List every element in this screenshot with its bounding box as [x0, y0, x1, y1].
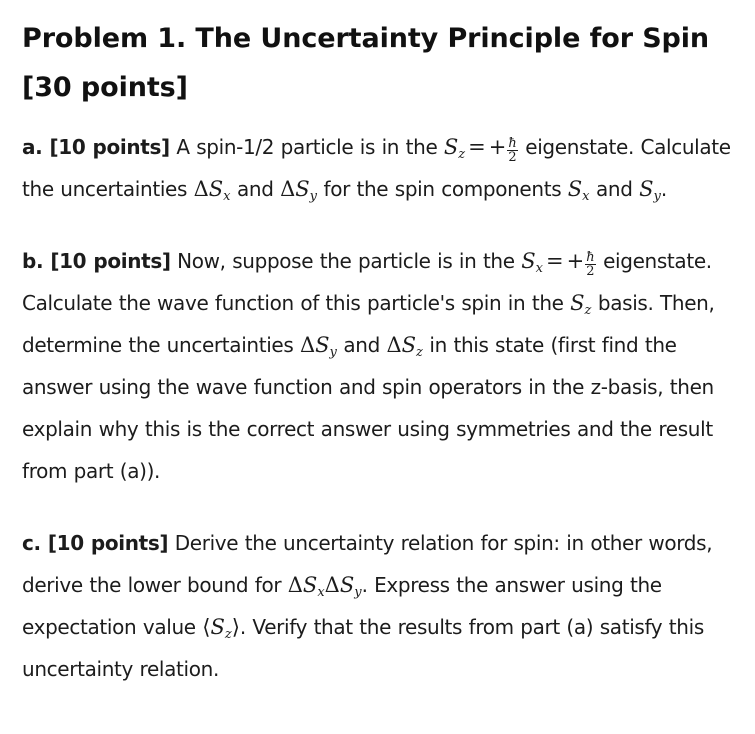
- part-c-label: c. [10 points]: [22, 531, 169, 555]
- part-b-text-5: in this state (first find the answer using the wave function and spin operators in the z-basis, then explain why this is the correct answer using symmetries and the result from part (a)).: [22, 333, 714, 483]
- part-b-text-3: basis. Then, determine the uncertainties: [22, 291, 715, 357]
- part-a-text-5: and: [589, 177, 640, 201]
- part-a: [22, 126, 745, 210]
- part-b-label: b. [10 points]: [22, 249, 171, 273]
- part-b: [22, 240, 745, 492]
- part-a-text-6: .: [660, 177, 667, 201]
- math-sx: $S_x$: [567, 177, 590, 204]
- part-a-label: a. [10 points]: [22, 135, 170, 159]
- math-delta-sy-b: $\Delta S_y$: [299, 333, 337, 360]
- part-a-text-3: and: [230, 177, 281, 201]
- math-sz: $S_z$: [570, 291, 592, 318]
- part-b-text-1: Now, suppose the particle is in the: [170, 249, 522, 273]
- math-expectation-sz: $⟨S_z⟩$: [202, 615, 240, 642]
- problem-title: Problem 1. The Uncertainty Principle for Spin [30 points]: [22, 23, 710, 103]
- part-b-text-4: and: [336, 333, 387, 357]
- part-b-text-2: eigenstate. Calculate the wave function of this particle's spin in the: [22, 249, 712, 315]
- math-sx-eigenvalue: $S_x$ = + $\frac{ħ}{2}$: [521, 249, 595, 279]
- math-delta-sy: $\Delta S_y$: [280, 177, 317, 204]
- part-c-text-1: Derive the uncertainty relation for spin: in other words, derive the lower bound for: [22, 531, 713, 597]
- part-a-text-1: A spin-1/2 particle is in the: [169, 135, 444, 159]
- part-c-text-3: . Verify that the results from part (a) satisfy this uncertainty relation.: [22, 615, 704, 681]
- math-delta-sx: $\Delta S_x$: [193, 177, 231, 204]
- math-delta-sz: $\Delta S_z$: [386, 333, 423, 360]
- part-a-text-4: for the spin components: [317, 177, 568, 201]
- math-sy: $S_y$: [639, 177, 661, 204]
- part-a-text-2: eigenstate. Calculate the uncertainties: [22, 135, 731, 201]
- part-c-text-2: . Express the answer using the expectation value: [22, 573, 662, 639]
- math-delta-sx-delta-sy: $\Delta S_x\Delta S_y$: [287, 573, 362, 600]
- part-c: [22, 522, 745, 690]
- math-sz-eigenvalue: $S_z$ = + $\frac{ħ}{2}$: [443, 135, 517, 165]
